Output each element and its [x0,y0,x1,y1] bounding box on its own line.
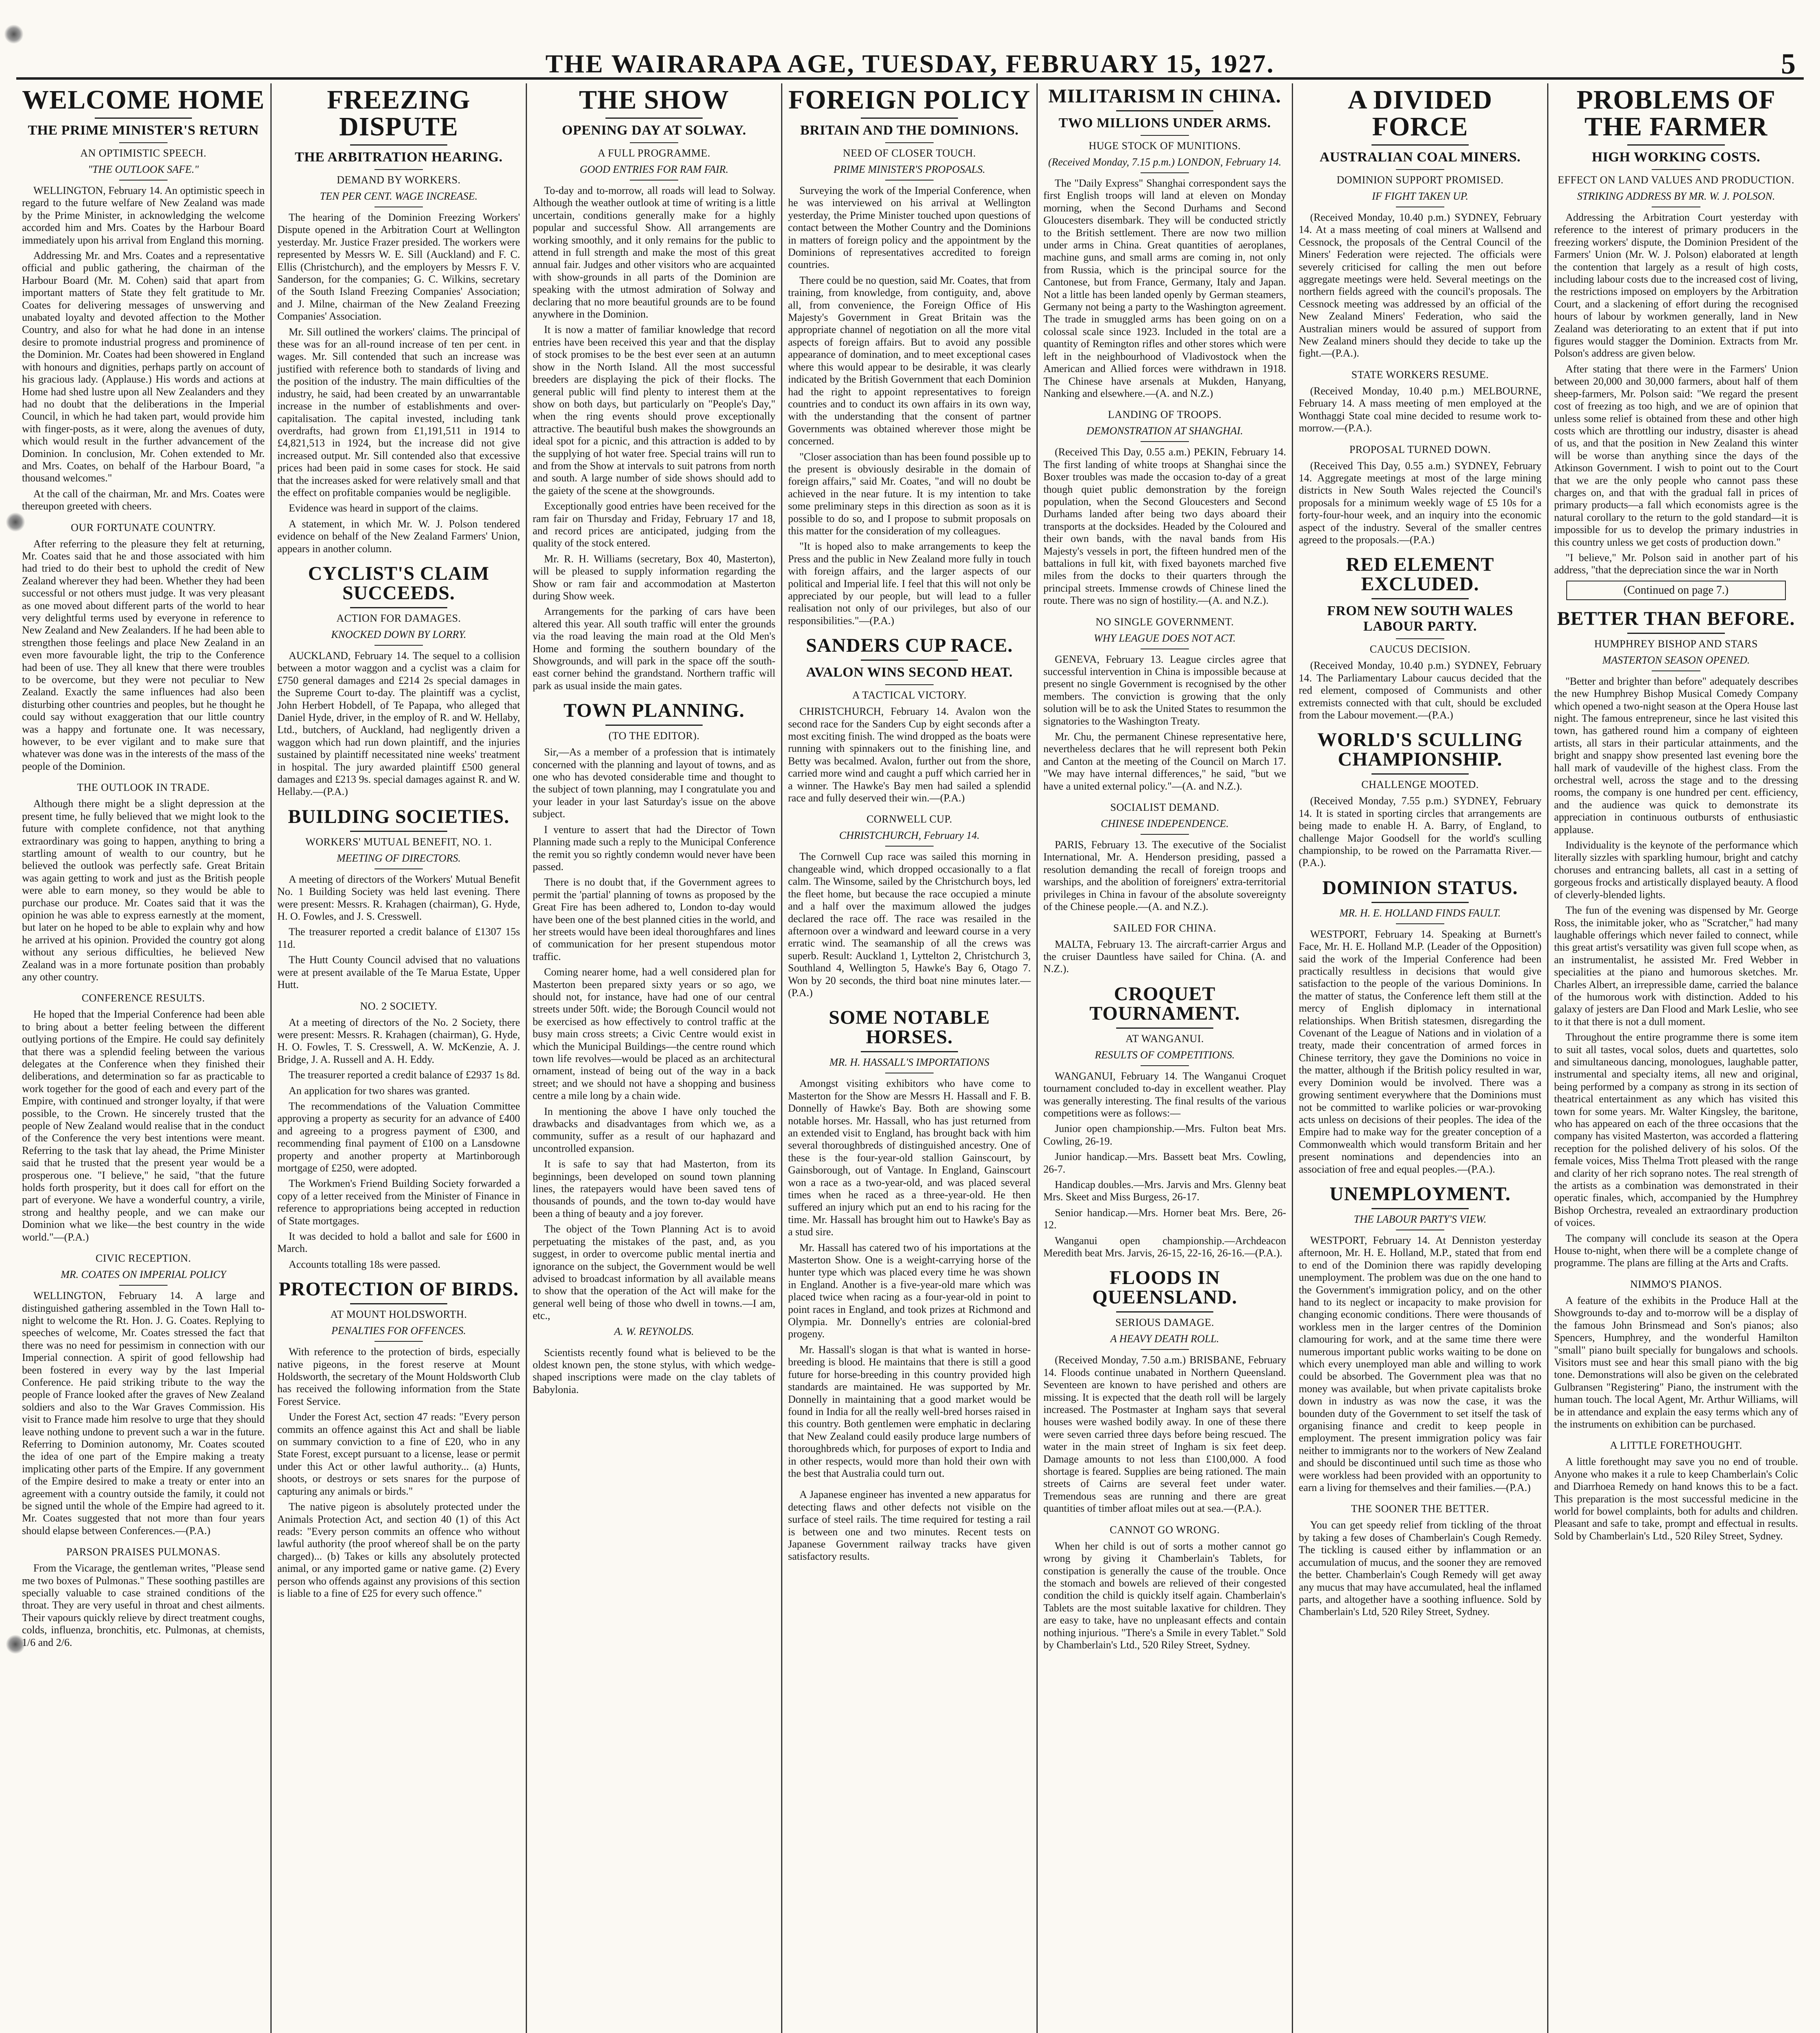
paragraph: The hearing of the Dominion Freezing Workers' Dispute opened in the Arbitration Court at Wellington yesterday. Mr. Justice Frazer presided. The workers were represented by Messrs W. E. Sill (Auckland) and F. C. Ellis (Christchurch), and the employers by Messrs F. V. Sanderson, for the companies; G. C. Wilkins, secretary of the South Island Freezing Companies' Association; and J. Milne, chairman of the New Zealand Freezing Companies' Association. [277,211,520,322]
divider [350,144,447,146]
headline: BUILDING SOCIETIES. [288,805,509,827]
paragraph: Evidence was heard in support of the claims. [289,502,479,514]
column-1 [16,83,272,2033]
section-heading: LANDING OF TROOPS. [1108,409,1222,421]
article [1043,1524,1286,1652]
paragraph: The Hutt County Council advised that no valuations were at present available of the Te Marua Estate, Upper Hutt. [277,954,520,991]
paragraph: Mr. R. H. Williams (secretary, Box 40, Masterton), will be pleased to supply information regarding the Show or ram fair and accommodation at Masterton during Show week. [533,553,775,602]
paragraph: The recommendations of the Valuation Committee approving a property as security for an advance of £400 and agreeing to a progress payment of £300, and recommending final payment of £100 on a Lansdowne property and another property at Martinborough mortgage of £250, were adopted. [277,1100,520,1174]
page-number: 5 [1781,48,1796,80]
paragraph: WESTPORT, February 14. Speaking at Burnett's Face, Mr. H. E. Holland M.P. (Leader of the Opposition) said the work of the Imperial Conference had been practically resultless in decisions that would give satisfaction to the people of the various Dominions. In the matter of status, the Conference left them still at the mercy of English diplomacy in international relationships. When British statesmen, disregarding the Covenant of the League of Nations and in violation of a treaty, made their concentration of armed forces in Chinese territory, they gave the Dominions no voice in the matter, although if the British policy resulted in war, every Dominion would be involved. There was a growing sentiment everywhere that the Dominions must not be committed to warlike policies or war-provoking acts unless on decisions of their peoples. The idea of the Empire had to make way for the greater conception of a Commonwealth which would transform Britain and her present nominations and dependencies into an association of free and equal peoples.—(P.A.). [1299,928,1541,1175]
divider [374,645,423,646]
divider [350,831,447,832]
article [1299,1503,1541,1618]
subheading: MR. COATES ON IMPERIAL POLICY [61,1269,226,1281]
divider [374,169,423,170]
paragraph: GENEVA, February 13. League circles agree that successful intervention in China is impossible because at present no single Government is recognised by the other members. The conviction is growing that the only solution will be to ask the United States to resummon the signatories to the Washington Treaty. [1043,653,1286,727]
divider [1141,834,1189,835]
paragraph: Mr. Chu, the permanent Chinese representative here, nevertheless declares that he will represent both Pekin and Canton at the meeting of the Council on March 17. "We may have internal differences," he said, "but we have a united external policy."—(A. and N.Z.). [1043,731,1286,792]
paragraph: Mr. Hassall has catered two of his importations at the Masterton Show. One is a weight-carrying horse of the hunter type which was placed every time he was shown in England. Another is a five-year-old mare which was placed twice when racing as a four-year-old in point to point races in England, and took prizes at Richmond and Olympia. Mr. Donnelly's entries are colonial-bred progeny. [788,1241,1031,1340]
headline: FREEZING DISPUTE [327,85,470,141]
divider [1141,441,1189,442]
section-heading: HUGE STOCK OF MUNITIONS. [1089,140,1241,152]
section-heading: AT WANGANUI. [1126,1032,1204,1045]
divider [1396,638,1444,639]
article [277,1000,520,1271]
section-heading: DEMAND BY WORKERS. [337,174,461,186]
divider [1141,172,1189,173]
headline: TOWN PLANNING. [563,700,745,722]
divider [630,180,678,181]
headline: DOMINION STATUS. [1322,877,1518,899]
paragraph: (Received Monday, 10.40 p.m.) SYDNEY, February 14. At a mass meeting of coal miners at Wallsend and Cessnock, the proposals of the Central Council of the Miners' Federation were rejected. The officials were severely criticised for calling the men out before aggregate meetings were held. Several meetings on the northern fields agreed with the council's proposals. The Cessnock meeting was addressed by an official of the New Zealand Miners' Federation, who said the Australian miners would be assured of support from New Zealand miners should they decide to take up the fight.—(P.A.). [1299,211,1541,359]
article [1299,444,1541,546]
article [533,87,775,692]
article [533,701,775,1337]
divider [885,684,934,685]
section-heading: PARSON PRAISES PULMONAS. [66,1546,220,1558]
divider [861,660,958,661]
paragraph: (Received This Day, 0.55 a.m.) SYDNEY, February 14. Aggregate meetings at most of the large mining districts in New South Wales rejected the Council's proposals for a minimum weekly wage of £5 10s for a forty-four-hour week, and an inquiry into the economic aspect of the industry. Several of the smaller centres agreed to the proposals.—(P.A.) [1299,459,1541,546]
divider [374,868,423,869]
subheadline: FROM NEW SOUTH WALES LABOUR PARTY. [1327,603,1513,634]
paragraph: "Closer association than has been found possible up to the present is obviously desirable in the domain of foreign affairs," said Mr. Coates, "and will no doubt be achieved in the near future. It is my intention to take some preliminary steps in this direction as soon as it is possible to do so, and I propose to submit proposals on this matter for the consideration of my colleagues. [788,451,1031,537]
article [1299,878,1541,1175]
article [788,636,1031,804]
headline: BETTER THAN BEFORE. [1557,607,1795,629]
punch-hole [4,24,24,44]
paragraph: AUCKLAND, February 14. The sequel to a collision between a motor waggon and a cyclist was a claim for £750 general damages and £214 2s special damages in the Supreme Court to-day. The plaintiff was a cyclist, John Herbert Hobdell, of Te Papapa, who alleged that Daniel Hyde, driver, in the employ of R. and W. Hellaby, Ltd., butchers, of Auckland, had negligently driven a waggon which had run down plaintiff, and the injuries sustained by plaintiff necessitated nine weeks' treatment in hospital. The jury awarded plaintiff £500 general damages and £213 9s. special damages against R. and W. Hellaby.—(P.A.) [277,649,520,798]
headline: PROBLEMS OF THE FARMER [1576,85,1776,141]
paragraph: From the Vicarage, the gentleman writes, "Please send me two boxes of Pulmonas." These soothing pastilles are specially valuable to case strained conditions of the throat. They are very useful in throat and chest ailments. Their vapours quickly relieve by direct treatment coughs, colds, influenza, bronchitis, etc. Pulmonas, at chemists, 1/6 and 2/6. [22,1562,265,1648]
divider [1372,144,1469,146]
article [1554,609,1798,1269]
paragraph: Individuality is the keynote of the performance which literally sizzles with sparkling humour, bright and catchy choruses and entrancing ballets, all cast in a setting of gorgeous frocks and artistically displayed beauty. A flood of cleverly-blended lights. [1554,839,1798,901]
paragraph: The company will conclude its season at the Opera House to-night, when there will be a complete change of programme. The plans are filling at the Arts and Crafts. [1554,1232,1798,1269]
newspaper-title: THE WAIRARAPA AGE, TUESDAY, FEBRUARY 15, 1927. [545,49,1275,78]
paragraph: The Workmen's Friend Building Society forwarded a copy of a letter received from the Minister of Finance in reference to appropriations being accepted in reduction of State mortgages. [277,1178,520,1227]
subheadline: HIGH WORKING COSTS. [1591,150,1761,165]
article [1554,87,1798,600]
paragraph: Under the Forest Act, section 47 reads: "Every person commits an offence against this Act and shall be liable on summary conviction to a fine of £20, who in any State Forest, except pursuant to a license, lease or permit under this Act or other lawful authority... (a) Hunts, shoots, or destroys or sets snares for the purpose of capturing any animals or birds." [277,1411,520,1497]
section-heading: WORKERS' MUTUAL BENEFIT, NO. 1. [305,836,492,848]
paragraph: Addressing Mr. and Mrs. Coates and a representative official and public gathering, the chairman of the Harbour Board (Mr. M. Cohen) said that apart from important matters of State they felt gratitude to Mr. Coates for delivering messages of unswerving and unabated loyalty and devoted affection to the Mother Country, and also for what he had done in an intense desire to promote industrial progress and prominence of the Dominion. Mr. Coates had been showered in England with honours and dignities, perhaps partly on account of his gracious lady. (Applause.) His words and actions at Home had shed lustre upon all New Zealanders and they had no doubt that the deliberations in the Imperial Council, in which he had taken part, would provide him with finger-posts, as it were, along the avenues of duty, which would result in the further advancement of the Dominion. In conclusion, Mr. Cohen extended to Mr. and Mrs. Coates, on behalf of the Harbour Board, "a thousand welcomes." [22,250,265,484]
divider [885,180,934,181]
paragraph: (Received Monday, 7.50 a.m.) BRISBANE, February 14. Floods continue unabated in Northern Queensland. Seventeen are known to have perished and others are missing. It is expected that the death roll will be largely increased. The Postmaster at Ingham says that several houses were washed bodily away. In one of these there were seven carried three days before being rescued. The water in the main street of Ingham is six feet deep. Damage amounts to not less than £100,000. A food shortage is feared. Supplies are being rationed. The main streets of Cairns are several feet under water. Tremendous seas are running and there are great quantities of timber afloat miles out at sea.—(P.A.). [1043,1354,1286,1515]
section-heading: CONFERENCE RESULTS. [81,992,205,1004]
paragraph: An application for two shares was granted. [289,1084,470,1097]
column-4 [782,83,1038,2033]
section-heading: SOCIALIST DEMAND. [1110,801,1219,814]
divider [1627,144,1725,146]
headline: PROTECTION OF BIRDS. [279,1278,519,1300]
divider [119,142,168,143]
section-heading: CHALLENGE MOOTED. [1361,779,1479,791]
article [788,1489,1031,1563]
article [1554,1439,1798,1542]
section-heading: OUR FORTUNATE COUNTRY. [71,521,216,533]
divider [1396,169,1444,170]
paragraph: In mentioning the above I have only touched the drawbacks and disadvantages from which we, as a community, suffer as a result of our haphazard and uncontrolled expansion. [533,1105,775,1154]
paragraph: (Received Monday, 10.40 p.m.) SYDNEY, February 14. The Parliamentary Labour caucus decided that the red element, composed of Communists and other extremists connected with that cult, should be excluded from the Labour movement.—(P.A.) [1299,660,1541,721]
paragraph: There is no doubt that, if the Government agrees to permit the 'partial' planning of towns as proposed by the Great Fire has been adhered to, London to-day would have been one of the best planned cities in the world, and her streets would have been ideal thoroughfares and lines of communication for her present stupendous motor traffic. [533,876,775,962]
article [277,87,520,555]
column-7 [1548,83,1804,2033]
subheading: WHY LEAGUE DOES NOT ACT. [1094,632,1236,644]
section-heading: (TO THE EDITOR). [608,730,700,742]
page-header [16,45,1804,80]
paragraph: The Cornwell Cup race was sailed this morning in changeable wind, which dropped occasionally to a flat calm. The Winsome, sailed by the Christchurch boys, led the fleet home, but because the race occupied a minute and a half over the maximum allowed the judges declared the race off. The race was resailed in the afternoon over a windward and leeward course in a very erratic wind. The seamanship of all the crews was superb. Result: Auckland 1, Lyttelton 2, Christchurch 3, Southland 4, Wellington 5, Hawke's Bay 6, Otago 7. Won by 20 seconds, the third boat nine minutes later.—(P.A.) [788,851,1031,999]
headline: THE SHOW [579,85,729,115]
paragraph: It is now a matter of familiar knowledge that record entries have been received this year and that the display of stock promises to be the best ever seen at an autumn show in the North Island. All the most successful breeders are displaying the pick of their flocks. The general public will find plenty to interest them at the show on both days, but particularly on "People's Day," when the ring events should prove exceptionally attractive. The beautiful bush makes the showgrounds an ideal spot for a picnic, and this attraction is added to by the supplying of hot water free. Special trains will run to and from the Show at intervals to suit patrons from north and south. A large number of side shows should add to the gaiety of the scene at the showgrounds. [533,324,775,496]
headline: FLOODS IN QUEENSLAND. [1092,1267,1237,1308]
divider [1652,169,1700,170]
paragraph: Scientists recently found what is believed to be the oldest known pen, the stone stylus, with which wedge-shaped inscriptions were made on the clay tablets of Babylonia. [533,1346,775,1395]
paragraph: Although there might be a slight depression at the present time, he fully believed that we might look to the future with complete confidence, not that anything extraordinary was going to happen, anything to bring a startling amount of wealth to our country, but he believed the outlook was perfectly safe. Great Britain was again getting to work and just as the British people were able to earn money, so they would be able to purchase our produce. Mr. Coates said that it was the opinion he was able to express earnestly at the moment, but later on he hoped to be able to explain why and how he arrived at his opinion. Provided the country got along without any serious difficulties, he believed New Zealand was in a more fortunate position than probably any other country. [22,798,265,983]
article [1043,87,1286,400]
divider [1372,1208,1469,1209]
subheading: PENALTIES FOR OFFENCES. [331,1325,466,1337]
divider [119,1285,168,1286]
section-heading: THE OUTLOOK IN TRADE. [77,781,210,794]
paragraph: It is safe to say that had Masterton, from its beginnings, been developed on sound town planning lines, the ratepayers would have been saved tens of thousands of pounds, and the town to-day would have been a thing of beauty and a joy forever. [533,1158,775,1219]
paragraph: After stating that there were in the Farmers' Union between 20,000 and 30,000 farmers, about half of them sheep-farmers, Mr. Polson said: "We regard the present cost of freezing as too high, and we are of opinion that unless some relief is obtained from these and other high costs which are throttling our industry, disaster is ahead of us, and that the position in New Zealand this winter will be worse than anything since the days of the Atkinson Government. I wish to point out to the Court that we are the only people who cannot pass these charges on, and that with the gradual fall in prices of primary products—a fall which economists agree is the natural corollary to the return to the gold standard—it is impossible for us to develop the primary industries in this country unless we get costs of production down." [1554,363,1798,548]
section-heading: NO. 2 SOCIETY. [360,1000,438,1012]
divider [1141,135,1189,136]
paragraph: WELLINGTON, February 14. A large and distinguished gathering assembled in the Town Hall to-night to welcome the Rt. Hon. J. G. Coates. Replying to speeches of welcome, Mr. Coates stressed the fact that there was no need for pessimism in connection with our Imperial connection. A spirit of good fellowship had been fostered in every way by the last Imperial Conference. He paid striking tribute to the way the people of France looked after the graves of New Zealand soldiers and also to the War Graves Commission. His visit to France made him resolve to urge that they should leave nothing undone to prevent such a war in the future. Referring to Dominion autonomy, Mr. Coates scouted the idea of one part of the Empire making a treaty implicating other parts of the Empire. If any government of the Empire desired to make a treaty or enter into an agreement with a country outside the family, it could not be signed until the whole of the Empire had agreed to it. Mr. Coates suggested that not more than four years should elapse between Conferences.—(P.A.) [22,1290,265,1537]
subheading: MASTERTON SEASON OPENED. [1602,654,1750,666]
paragraph: I venture to assert that had the Director of Town Planning made such a reply to the Municipal Conference the remit you so rightly condemn would never have been passed. [533,823,775,873]
subheading: MR. H. HASSALL'S IMPORTATIONS [829,1056,990,1069]
paragraph: A feature of the exhibits in the Produce Hall at the Showgrounds to-day and to-morrow will be a display of the famous John Brinsmead and Son's pianos; also Spencers, Humphrey, and the wonderful Hamilton "small" piano built specially for bungalows and schools. Visitors must see and hear this small piano with the big tone. Demonstrations will also be given on the celebrated Gulbransen "Registering" Piano, the instrument with the human touch. The local Agent, Mr. Arthur Williams, will be in attendance and explain the easy terms which any of the instruments on exhibition can be purchased. [1554,1294,1798,1430]
section-heading: CANNOT GO WRONG. [1110,1524,1220,1536]
paragraph: You can get speedy relief from tickling of the throat by taking a few doses of Chamberlain's Cough Remedy. The tickling is caused either by inflammation or an accumulation of mucus, and the sooner they are removed the better. Chamberlain's Cough Remedy will get away any mucus that may have accumulated, heal the inflamed parts, and altogether have a soothing influence. Sold by Chamberlain's Ltd, 520 Riley Street, Sydney. [1299,1519,1541,1618]
article [277,807,520,991]
paragraph: The "Daily Express" Shanghai correspondent says the first English troops will land at eleven on Monday morning, when the Second Durhams and Second Gloucesters disembark. They will be conducted strictly to the British settlement. There are now two million under arms in China. Great quantities of aeroplanes, machine guns, and small arms are coming in, not only from Russia, which is the principal source for the Cantonese, but from France, Germany, Italy and Japan. Not a little has been landed openly by German steamers, Germany not being a party to the Washington agreement. The trade in smuggled arms has been going on on a colossal scale since 1923. Included in the total are a quantity of Remington rifles and other stores which were left in the neighbourhood of Vladivostock when the American and Allied forces were withdrawn in 1918. The Chinese have arsenals at Mukden, Hanyang, Nanking and elsewhere.—(A. and N.Z.) [1043,177,1286,399]
subheadline: OPENING DAY AT SOLWAY. [562,123,747,138]
paragraph: A meeting of directors of the Workers' Mutual Benefit No. 1 Building Society was held last evening. There were present: Messrs. R. Krahagen (chairman), G. Hyde, H. O. Fowles, and J. S. Cresswell. [277,873,520,923]
subheading: DEMONSTRATION AT SHANGHAI. [1086,425,1243,437]
divider [1116,110,1213,111]
paragraph: Arrangements for the parking of cars have been altered this year. All south traffic will enter the grounds via the road leaving the main road at the Old Men's Home and forming the southern boundary of the Showgrounds, and will park in the space off the south-east corner behind the grandstand. Northern traffic will park as usual inside the main gates. [533,605,775,692]
subheadline: THE PRIME MINISTER'S RETURN [28,123,259,138]
section-heading: ACTION FOR DAMAGES. [336,612,461,624]
section-heading: SERIOUS DAMAGE. [1115,1317,1214,1329]
paragraph: Exceptionally good entries have been received for the ram fair on Thursday and Friday, February 17 and 18, and record prices are anticipated, judging from the quality of the stock entered. [533,500,775,549]
headline: CROQUET TOURNAMENT. [1089,983,1240,1024]
divider [861,118,958,119]
paragraph: WANGANUI, February 14. The Wanganui Croquet tournament concluded to-day in excellent weather. Play was generally interesting. The final results of the various competitions were as follows:— [1043,1070,1286,1119]
article [1043,616,1286,792]
paragraph: Sir,—As a member of a profession that is intimately concerned with the planning and layout of towns, and as one who has devoted considerable time and thought to the subject of town planning, may I congratulate you and your leader in your last Saturday's issue on the above subject. [533,746,775,820]
paragraph: Mr. Hassall's slogan is that what is wanted in horse-breeding is blood. He maintains that there is still a good future for horse-breeding in this country provided high standards are maintained. He was supported by Mr. Donnelly in maintaining that a good market would be found in India for all the really well-bred horses raised in this country. Both gentlemen were emphatic in declaring that New Zealand could easily produce large numbers of thoroughbreds which, for purposes of export to India and in other respects, would more than hold their own with the best that Australia could turn out. [788,1343,1031,1479]
column-2 [272,83,527,2033]
subheading: "THE OUTLOOK SAFE." [88,163,199,175]
subheadline: THE ARBITRATION HEARING. [294,150,503,165]
column-3 [527,83,782,2033]
paragraph: Senior handicap.—Mrs. Horner beat Mrs. Bere, 26-12. [1043,1206,1286,1231]
divider [885,846,934,847]
subheading: GOOD ENTRIES FOR RAM FAIR. [579,163,729,175]
paragraph: After referring to the pleasure they felt at returning, Mr. Coates said that he and those associated with him had tried to do their best to uphold the credit of New Zealand wherever they had been. Whether they had been successful or not others must judge. It was very pleasant as one moved about different parts of the world to hear very delightful terms used by everyone in reference to New Zealand and New Zealanders. If he had been able to strengthen those feelings and place New Zealand in an even more favourable light, the trip to the Conference had been of use. They all knew that there were troubles to be overcome, but they were not peculiar to New Zealand. Exactly the same influences had also been disturbing other countries and peoples, but he thought he could say without exaggeration that our little country was a happy and fortunate one. It was necessary, however, to be ever vigilant and to make sure that whatever was done was in the interests of the mass of the people of the Dominion. [22,538,265,772]
subheading: STRIKING ADDRESS BY MR. W. J. POLSON. [1577,190,1775,202]
section-heading: A LITTLE FORETHOUGHT. [1610,1439,1742,1452]
divider [1627,633,1725,634]
paragraph: When her child is out of sorts a mother cannot go wrong by giving it Chamberlain's Tablets, for constipation is generally the cause of the trouble. Once the stomach and bowels are relieved of their congested condition the child is quickly itself again. Chamberlain's Tablets are the most suitable laxative for children. They are easy to take, have no unpleasant effects and contain nothing injurious. "There's a Smile in every Tablet." Sold by Chamberlain's Ltd., 520 Riley Street, Sydney. [1043,1540,1286,1651]
article [1043,984,1286,1260]
paragraph: CHRISTCHURCH, February 14. Avalon won the second race for the Sanders Cup by eight seconds after a most exciting finish. The wind dropped as the boats were running with spinnakers out to the finishing line, and Betty was becalmed. Avalon, further out from the shore, carried more wind and caught a puff which carried her in a winner. The Hawke's Bay men had sailed a splendid race and fully deserved their win.—(P.A.) [788,705,1031,804]
headline: FOREIGN POLICY [788,85,1031,115]
section-heading: HUMPHREY BISHOP AND STARS [1594,638,1758,650]
paragraph: With reference to the protection of birds, especially native pigeons, in the forest reserve at Mount Holdsworth, the secretary of the Mount Holdsworth Club has received the following information from the State Forest Service. [277,1346,520,1407]
divider [605,118,703,119]
article [1554,1278,1798,1430]
paragraph: "Better and brighter than before" adequately describes the new Humphrey Bishop Musical Comedy Company which opened a two-night season at the Opera House last night. The famous entrepreneur, since he last visited this town, has gathered round him a company of eighteen artists, all stars in their particular attainments, and the bright and snappy show presented last evening bore the hall mark of vaudeville of the highest class. From the orchestral well, across the stage and to the dressing rooms, the company is one hundred per cent. efficiency, and the audience was quick to demonstrate its appreciation in continuous outbursts of enthusiastic applause. [1554,675,1798,836]
subheading: IF FIGHT TAKEN UP. [1372,190,1468,202]
subheading: MR. H. E. HOLLAND FINDS FAULT. [1339,907,1501,919]
article [22,1252,265,1537]
divider [374,1341,423,1342]
section-heading: CIVIC RECEPTION. [96,1252,191,1265]
paragraph: There could be no question, said Mr. Coates, that from training, from knowledge, from contiguity, and, above all, from convenience, the Foreign Office of His Majesty's Government in Great Britain was the appropriate channel of negotiation on all the more vital aspects of foreign affairs. But to avoid any possible appearance of domination, and to meet exceptional cases where this would appear to be desirable, it was clearly indicated by the British Government that each Dominion had the right to appoint representatives to foreign countries and to conduct its own affairs in its own way, with the understanding that the consent of partner Governments was obtained wherever those might be concerned. [788,274,1031,447]
paragraph: Surveying the work of the Imperial Conference, when he was interviewed on his arrival at Wellington yesterday, the Prime Minister touched upon questions of contact between the Mother Country and the Dominions in matters of foreign policy and the appointment by the Dominions of representatives accredited to foreign countries. [788,185,1031,271]
article [277,1280,520,1600]
paragraph: A Japanese engineer has invented a new apparatus for detecting flaws and other defects not visible on the surface of steel rails. The time required for testing a rail is between one and two minutes. Recent tests on Japanese Government railway tracks have given satisfactory results. [788,1489,1031,1563]
paragraph: The object of the Town Planning Act is to avoid perpetuating the mistakes of the past, and, as you suggest, in order to overcome public mental inertia and ignorance on the subject, the Government would be well advised to broadcast information by all available means to show that the operation of the Act will make for the general well being of those who dwell in towns.—I am, etc., [533,1223,775,1322]
article [1043,801,1286,913]
article [788,87,1031,627]
section-heading: A TACTICAL VICTORY. [852,689,967,701]
subheading: MEETING OF DIRECTORS. [336,852,461,864]
column-6 [1293,83,1548,2033]
headline: SOME NOTABLE HORSES. [829,1007,990,1048]
article [1043,922,1286,975]
subheadline: AVALON WINS SECOND HEAT. [806,665,1013,680]
section-heading: NO SINGLE GOVERNMENT. [1095,616,1234,628]
article [1043,1268,1286,1515]
paragraph: Junior open championship.—Mrs. Fulton beat Mrs. Cowling, 26-19. [1043,1123,1286,1147]
paragraph: (Received Monday, 7.55 p.m.) SYDNEY, February 14. It is stated in sporting circles that arrangements are being made to enable H. A. Barry, of England, to challenge Major Goodsell for the world's sculling championship, to be rowed on the Parramatta River.—(P.A.). [1299,795,1541,869]
divider [350,1303,447,1304]
divider [1372,773,1469,775]
paragraph: Amongst visiting exhibitors who have come to Masterton for the Show are Messrs H. Hassall and F. B. Donnelly of Hawke's Bay. Both are showing some notable horses. Mr. Hassall, who has just returned from an extended visit to England, has brought back with him several thoroughbreds of distinguished ancestry. One of these is the four-year-old stallion Gainscourt, by Gainsborough, out of Vantage. In England, Gainscourt won a race as a two-year-old, and was placed several times when he raced as a three-year-old. He then suffered an injury which put an end to his racing for the time. Mr. Hassall has brought him out to Hawke's Bay as a stud sire. [788,1077,1031,1238]
paragraph: Wanganui open championship.—Archdeacon Meredith beat Mrs. Jarvis, 26-15, 22-16, 26-16.—(P.A.). [1043,1234,1286,1259]
divider [1116,1311,1213,1313]
paragraph: The native pigeon is absolutely protected under the Animals Protection Act, and section 40 (1) of this Act reads: "Every person commits an offence who without lawful authority (the proof whereof shall be on the party charged)... (b) Takes or kills any absolutely protected animal, or any imported game or native game. (2) Every person who offends against any provisions of this section is liable to a fine of £25 for every such offence." [277,1501,520,1599]
section-heading: CORNWELL CUP. [866,813,952,825]
paragraph: MALTA, February 13. The aircraft-carrier Argus and the cruiser Dauntless have sailed for China. (A. and N.Z.). [1043,938,1286,975]
article [1299,1184,1541,1494]
subheading: PRIME MINISTER'S PROPOSALS. [833,163,986,175]
paragraph: Mr. Sill outlined the workers' claims. The principal of these was for an all-round increase of ten per cent. in wages. Mr. Sill contended that such an increase was justified with reference both to standards of living and the position of the industry. The main difficulties of the industry, he said, had been created by an unwarrantable increase in the number of establishments and over-capitalisation. The capital invested, including tank overdrafts, had grown from £1,191,511 in 1914 to £4,821,513 in 1924, but the increase did not give increased output. Mr. Sill contended also that excessive prices had been paid in some cases for stock. He said that the increases asked for were relatively small and that the effect on profitable companies would be negligible. [277,326,520,498]
article [22,781,265,983]
headline: A DIVIDED FORCE [1348,85,1493,141]
divider [1116,1027,1213,1029]
paragraph: Accounts totalling 18s were passed. [289,1258,441,1270]
column-5 [1038,83,1293,2033]
divider [1141,1349,1189,1350]
paragraph: (Received This Day, 0.55 a.m.) PEKIN, February 14. The first landing of white troops at Shanghai since the Boxer troubles was made the occasion to-day of a great though quiet public demonstration by the foreign population, when the Second Gloucesters and Second Durhams landed after being two days aboard their transports at the docksides. Headed by the Coloured and their own bands, with the naval bands from His Majesty's vessels in port, the fifteen hundred men of the battalions in full kit, with fixed bayonets marched five miles from the docks to their quarters through the principal streets. Immense crowds of Chinese lined the route. There was no sign of hostility.—(A. and N.Z.). [1043,446,1286,607]
article [533,1347,775,1396]
section-heading: NIMMO'S PIANOS. [1630,1278,1722,1290]
divider [1372,598,1469,599]
headline: SANDERS CUP RACE. [806,635,1013,657]
paragraph: The fun of the evening was dispensed by Mr. George Ross, the inimitable joker, who as "Scratcher," had many laughable offerings which never failed to connect, while this great artist's versatility was given full scope when, as an instrumentalist, he assisted Mr. Fred Webber in specialities at the piano and humorous sketches. Mr. Charles Albert, an irrepressible dame, carried the balance of the humorous work with distinction. Added to his galaxy of jesters are Dan Flood and Mark Leslie, who see to it that there is not a dull moment. [1554,904,1798,1027]
subheading: THE LABOUR PARTY'S VIEW. [1354,1213,1487,1225]
subheading: (Received Monday, 7.15 p.m.) LONDON, February 14. [1048,156,1282,168]
continued-note: (Continued on page 7.) [1566,581,1786,600]
section-heading: EFFECT ON LAND VALUES AND PRODUCTION. [1558,174,1794,186]
headline: CYCLIST'S CLAIM SUCCEEDS. [308,562,490,604]
paragraph: A little forethought may save you no end of trouble. Anyone who makes it a rule to keep Chamberlain's Colic and Diarrhoea Remedy on hand knows this to be a fact. This preparation is the most successful medicine in the world for bowel complaints, both for adults and children. Pleasant and safe to take, prompt and effectual in results. Sold by Chamberlain's Ltd., 520 Riley Street, Sydney. [1554,1456,1798,1542]
section-heading: THE SOONER THE BETTER. [1351,1503,1489,1515]
divider [885,142,934,143]
newspaper-page [16,83,1804,2033]
article [22,1546,265,1649]
divider [1141,1065,1189,1066]
article [1043,409,1286,607]
divider [630,142,678,143]
subheading: A HEAVY DEATH ROLL. [1110,1333,1219,1345]
article [22,522,265,773]
article [22,87,265,513]
paragraph: The treasurer reported a credit balance of £1307 15s 11d. [277,926,520,950]
article [788,1008,1031,1480]
divider [1372,902,1469,903]
paragraph: At the call of the chairman, Mr. and Mrs. Coates were thereupon greeted with cheers. [22,488,265,512]
paragraph: The treasurer reported a credit balance of £2937 1s 8d. [289,1069,520,1081]
divider [119,180,168,181]
paragraph: Throughout the entire programme there is some item to suit all tastes, vocal solos, duets and quartettes, solo and simultaneous dancing, monologues, laughable patter, instrumental and specialty items, all new and original, being performed by a company as strong in its section of theatrical entertainment as any which has visited this town for some years. Mr. Walter Kingsley, the baritone, who has appeared on each of the three occasions that the company has visited Masterton, was accorded a flattering reception for the polished delivery of his solos. Of the female voices, Miss Thelma Trott pleased with the range and clarity of her rich soprano notes. The real strength of the artists as a combination was demonstrated in their operatic finales, which, accompanied by the Humphrey Bishop Orchestra, revealed an extraordinary production of voices. [1554,1031,1798,1229]
paragraph: Handicap doubles.—Mrs. Jarvis and Mrs. Glenny beat Mrs. Skeet and Miss Burgess, 26-17. [1043,1178,1286,1203]
subheadline: AUSTRALIAN COAL MINERS. [1319,150,1521,165]
section-heading: A FULL PROGRAMME. [598,147,710,159]
section-heading: NEED OF CLOSER TOUCH. [843,147,976,159]
signature: A. W. REYNOLDS. [614,1325,694,1337]
article [788,813,1031,999]
paragraph: WELLINGTON, February 14. An optimistic speech in regard to the future welfare of New Zealand was made by the Prime Minister, in acknowledging the welcome accorded him and Mrs. Coates by the Harbour Board immediately upon his arrival from England this morning. [22,185,265,246]
paragraph: To-day and to-morrow, all roads will lead to Solway. Although the weather outlook at time of writing is a little uncertain, conditions generally make for a highly popular and successful Show. All arrangements are working smoothly, and it only remains for the public to attend in full strength and make the most of this great annual fair. Judges and other visitors who are acquainted with show-grounds in all parts of the Dominion are speaking with the utmost admiration of Solway and declaring that no more beautiful grounds are to be found anywhere in the Dominion. [533,185,775,320]
paragraph: PARIS, February 13. The executive of the Socialist International, Mr. A. Henderson presiding, passed a resolution demanding the recall of foreign troops and warships, and the abolition of foreigners' extra-territorial privileges in China in favour of the absolute sovereignty of the Chinese people.—(A. and N.Z.). [1043,839,1286,913]
section-heading: CAUCUS DECISION. [1369,643,1471,655]
article [1299,730,1541,869]
headline: WORLD'S SCULLING CHAMPIONSHIP. [1317,729,1523,771]
paragraph: (Received Monday, 10.40 p.m.) MELBOURNE, February 14. A mass meeting of men employed at the Wonthaggi State coal mine decided to resume work to-morrow.—(P.A.). [1299,385,1541,434]
headline: UNEMPLOYMENT. [1329,1183,1511,1205]
article [22,992,265,1243]
paragraph: "I believe," Mr. Polson said in another part of his address, "that the depreciation since the war in North [1554,551,1798,576]
divider [605,725,703,726]
section-heading: PROPOSAL TURNED DOWN. [1349,443,1491,455]
paragraph: Coming nearer home, had a well considered plan for Masterton been prepared sixty years or so ago, we should not, for instance, have had one of our central streets under 50ft. wide; the Borough Council would not be exercised as how effectively to control traffic at the busy main cross streets; a Civic Centre would exist in which the Municipal Buildings—the centre round which town life revolves—would be placed as an architectural ornament, instead of being out of the way in a back street; and we should not have a shopping and business centre a mile long by a chain wide. [533,966,775,1102]
article [277,564,520,798]
subheading: CHRISTCHURCH, February 14. [839,829,980,842]
paragraph: WESTPORT, February 14. At Denniston yesterday afternoon, Mr. H. E. Holland, M.P., stated that from end to end of the Dominion there was rapidly developing unemployment. The problem was due on the one hand to the Government's immigration policy, and on the other hand to its neglect or incapacity to make provision for changing economic conditions. There were thousands of workless men in the larger centres of the Dominion clamouring for work, and at the same time there were numerous important public works waiting to be done on which every unemployed man able and willing to work could be absorbed. The Government plea was that no money was available, but when private capitalists broke down in industry as was now the case, it was the bounden duty of the Government to set itself the task of organising finance and credit to keep people in employment. The present immigration policy was fair neither to immigrants nor to the workers of New Zealand and should be discontinued until such time as those who were workless had been provided with an opportunity to earn a living for themselves and their families.—(P.A.) [1299,1234,1541,1494]
subheading: RESULTS OF COMPETITIONS. [1095,1049,1235,1061]
section-heading: STATE WORKERS RESUME. [1351,368,1489,381]
paragraph: Addressing the Arbitration Court yesterday with reference to the interest of primary producers in the freezing workers' dispute, the Dominion President of the Farmers' Union (Mr. W. J. Polson) elaborated at length the contention that largely as a result of high costs, including labour costs due to the increased cost of living, the restrictions imposed on employers by the Arbitration Court, and a slackening of effort during the recognised hours of labour by workmen generally, land in New Zealand was deteriorating to an extent that if put into figures would stagger the Dominion. Extracts from Mr. Polson's address are given below. [1554,211,1798,359]
paragraph: He hoped that the Imperial Conference had been able to bring about a better feeling between the different outlying portions of the Empire. He could say definitely that there was a splendid feeling between the various delegates at the Conference when they finished their deliberations, and determination so far as practicable to work together for the good of each and every part of the Empire, with continued and stronger loyalty, if that were possible, to the Crown. He sincerely trusted that the people of New Zealand would realise that in the conduct of the Conference the very best intentions were meant. Referring to the task that lay ahead, the Prime Minister said that he trusted that the present year would be a prosperous one. "I believe," he said, "that the future holds forth prosperity, but it does call for effort on the part of everyone. We have a wonderful country, a virile, strong and healthy people, and we can make our Dominion what we like—the best country in the wide world."—(P.A.) [22,1008,265,1243]
headline: RED ELEMENT EXCLUDED. [1346,554,1494,595]
section-heading: SAILED FOR CHINA. [1113,922,1217,934]
subheading: CHINESE INDEPENDENCE. [1101,818,1229,830]
divider [95,118,192,119]
paragraph: Junior handicap.—Mrs. Bassett beat Mrs. Cowling, 26-7. [1043,1151,1286,1175]
article [1299,369,1541,435]
article [1299,555,1541,721]
article [1299,87,1541,360]
headline: MILITARISM IN CHINA. [1048,85,1281,107]
paragraph: A statement, in which Mr. W. J. Polson tendered evidence on behalf of the New Zealand Farmers' Union, appears in another column. [277,518,520,555]
section-heading: AN OPTIMISTIC SPEECH. [80,147,207,159]
subheadline: TWO MILLIONS UNDER ARMS. [1058,115,1271,131]
subheadline: BRITAIN AND THE DOMINIONS. [800,123,1019,138]
paragraph: It was decided to hold a ballot and sale for £600 in March. [277,1230,520,1255]
divider [1652,670,1700,671]
subheading: KNOCKED DOWN BY LORRY. [331,628,466,640]
divider [861,1051,958,1052]
subheading: TEN PER CENT. WAGE INCREASE. [320,190,478,202]
section-heading: DOMINION SUPPORT PROMISED. [1337,174,1504,186]
paragraph: At a meeting of directors of the No. 2 Society, there were present: Messrs. R. Krahagen (chairman), G. Hyde, H. O. Fowles, T. S. Cresswell, A. W. McKenzie, A. J. Bridge, J. A. Russell and A. H. Eddy. [277,1016,520,1065]
headline: WELCOME HOME [22,85,265,115]
paragraph: "It is hoped also to make arrangements to keep the Press and the public in New Zealand more fully in touch with foreign affairs, and the larger aspects of our political and Imperial life. I feel that this will not only be appreciated by our people, but will lead to a fuller realisation not only of our privileges, but also of our responsibilities."—(P.A.) [788,540,1031,627]
divider [350,607,447,608]
divider [1396,923,1444,924]
section-heading: AT MOUNT HOLDSWORTH. [330,1308,467,1321]
